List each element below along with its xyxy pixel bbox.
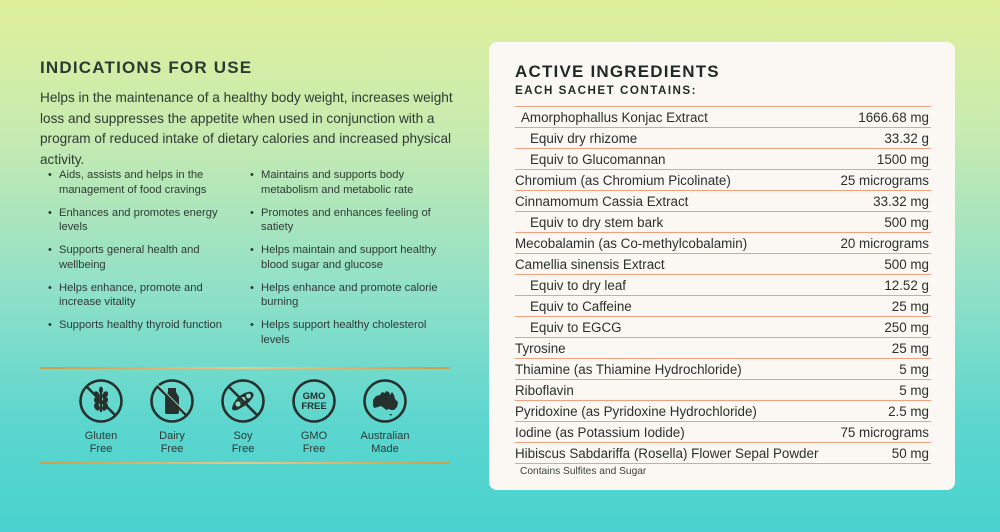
benefits-column-2: [250, 168, 450, 356]
table-row: Cinnamomum Cassia Extract 33.32 mg: [515, 191, 931, 212]
ingredients-table: [515, 106, 931, 464]
list-item: • Helps maintain and support healthy blood sugar and glucose: [250, 243, 450, 272]
indications-section: [40, 58, 470, 170]
indications-title: INDICATIONS FOR USE: [40, 58, 253, 77]
table-row: Riboflavin 5 mg: [515, 380, 931, 401]
table-row: Tyrosine 25 mg: [515, 338, 931, 359]
table-row: Chromium (as Chromium Picolinate) 25 micrograms: [515, 170, 931, 191]
table-row: Pyridoxine (as Pyridoxine Hydrochloride) 2.5 mg: [515, 401, 931, 422]
australian-made-icon: [362, 378, 408, 424]
list-item: • Promotes and enhances feeling of satiety: [250, 206, 450, 235]
table-row: Equiv to dry leaf 12.52 g: [515, 275, 931, 296]
badge-soy-free: [208, 378, 278, 455]
list-item: • Helps enhance, promote and increase vitality: [48, 281, 248, 310]
list-item: • Aids, assists and helps in the management of food cravings: [48, 168, 248, 197]
soy-free-icon: [220, 378, 266, 424]
table-row: Camellia sinensis Extract 500 mg: [515, 254, 931, 275]
table-row: Equiv to dry stem bark 500 mg: [515, 212, 931, 233]
list-item: • Maintains and supports body metabolism and metabolic rate: [250, 168, 450, 197]
badge-gluten-free: [66, 378, 136, 455]
table-row: Equiv to Glucomannan 1500 mg: [515, 149, 931, 170]
badge-row: [72, 378, 432, 458]
dairy-free-icon: [149, 378, 195, 424]
badge-label: Dairy Free: [159, 430, 185, 455]
list-item: • Helps enhance and promote calorie burning: [250, 281, 450, 310]
table-row: Mecobalamin (as Co-methylcobalamin) 20 micrograms: [515, 233, 931, 254]
badge-label: GMO Free: [300, 430, 328, 455]
list-item: • Supports healthy thyroid function: [48, 318, 248, 333]
table-row: Hibiscus Sabdariffa (Rosella) Flower Sepal Powder 50 mg: [515, 443, 931, 464]
ingredients-title: ACTIVE INGREDIENTS: [515, 62, 720, 81]
badge-label: Soy Free: [231, 430, 255, 455]
svg-text:GMO: GMO: [302, 391, 326, 402]
gmo-free-icon: [291, 378, 337, 424]
table-row: Equiv to Caffeine 25 mg: [515, 296, 931, 317]
badge-label: Australian Made: [360, 430, 410, 455]
list-item: • Helps support healthy cholesterol levels: [250, 318, 450, 347]
table-row: Equiv to EGCG 250 mg: [515, 317, 931, 338]
benefits-column-1: [48, 168, 248, 341]
ingredients-subtitle: EACH SACHET CONTAINS:: [515, 84, 698, 97]
table-row: Amorphophallus Konjac Extract 1666.68 mg: [515, 107, 931, 128]
table-row: Equiv dry rhizome 33.32 g: [515, 128, 931, 149]
divider-top: [40, 367, 450, 369]
table-row: Thiamine (as Thiamine Hydrochloride) 5 mg: [515, 359, 931, 380]
table-row: Iodine (as Potassium Iodide) 75 micrograms: [515, 422, 931, 443]
badge-dairy-free: [137, 378, 207, 455]
badge-gmo-free: [279, 378, 349, 455]
indications-intro: Helps in the maintenance of a healthy body weight, increases weight loss and suppresses the appetite when used in conjunction with a program of reduced intake of dietary calories and increased physical activity.: [40, 90, 453, 167]
allergen-note: Contains Sulfites and Sugar: [520, 466, 647, 477]
svg-text:FREE: FREE: [301, 401, 327, 412]
ingredients-card: [489, 42, 955, 490]
gluten-free-icon: [78, 378, 124, 424]
divider-bottom: [40, 462, 450, 464]
list-item: • Supports general health and wellbeing: [48, 243, 248, 272]
list-item: • Enhances and promotes energy levels: [48, 206, 248, 235]
badge-label: Gluten Free: [84, 430, 118, 455]
badge-australian-made: [350, 378, 420, 455]
